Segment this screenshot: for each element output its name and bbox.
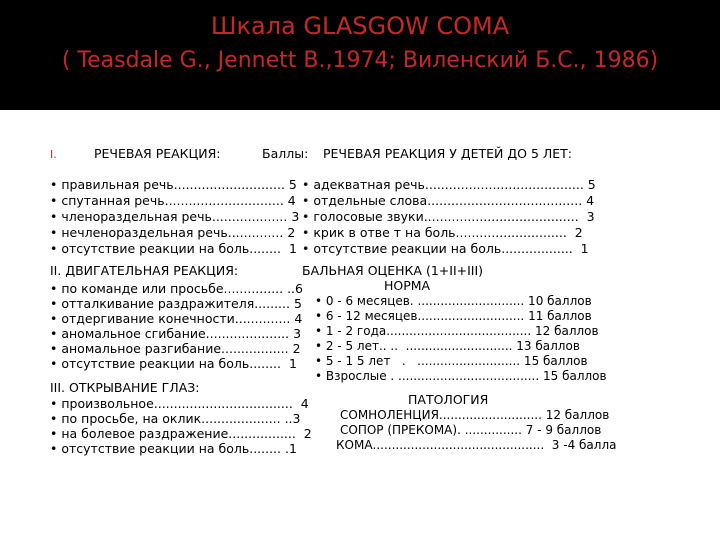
section-heading-eyes: III. ОТКРЫВАНИЕ ГЛАЗ: <box>50 380 200 395</box>
list-item: • 6 - 12 месяцев............................ 11 баллов <box>315 309 592 323</box>
section-heading-child-verbal: РЕЧЕВАЯ РЕАКЦИЯ У ДЕТЕЙ ДО 5 ЛЕТ: <box>323 146 573 161</box>
list-item: КОМА............................................. 3 -4 балла <box>336 438 617 452</box>
list-item: СОМНОЛЕНЦИЯ........................... 12 баллов <box>340 408 610 422</box>
title-banner <box>0 0 720 110</box>
list-item: • спутанная речь.............................. 4 <box>50 193 296 208</box>
list-item: • нечленораздельная речь.............. 2 <box>50 225 296 240</box>
section-heading-motor: II. ДВИГАТЕЛЬНАЯ РЕАКЦИЯ: <box>50 263 239 278</box>
list-item: • аномальное сгибание..................... 3 <box>50 326 302 341</box>
score-label: Баллы: <box>262 146 309 161</box>
pathology-heading: ПАТОЛОГИЯ <box>408 392 489 407</box>
list-item: • аномальное разгибание................. 2 <box>50 341 301 356</box>
list-item: • крик в отве т на боль............................ 2 <box>302 225 583 240</box>
list-item: • членораздельная речь................... 3 <box>50 209 300 224</box>
list-item: • на болевое раздражение................. 2 <box>50 426 312 441</box>
list-item: • отсутствие реакции на боль........ 1 <box>50 356 297 371</box>
norm-heading: НОРМА <box>384 278 431 293</box>
list-item: СОПОР (ПРЕКОМА). ............... 7 - 9 баллов <box>340 423 602 437</box>
list-item: • отдельные слова....................................... 4 <box>302 193 595 208</box>
list-item: • 0 - 6 месяцев. ............................ 10 баллов <box>315 294 592 308</box>
section-heading-score: БАЛЬНАЯ ОЦЕНКА (1+II+III) <box>302 263 484 278</box>
list-item: • по команде или просьбе............... ..6 <box>50 281 303 296</box>
list-item: • отсутствие реакции на боль........ 1 <box>50 241 297 256</box>
section-number-verbal: I. <box>50 148 57 161</box>
page-title: Шкала GLASGOW COMA <box>210 12 510 40</box>
page-subtitle: ( Teasdale G., Jennett B.,1974; Виленский Б.С., 1986) <box>61 48 659 73</box>
list-item: • 2 - 5 лет.. .. ............................ 13 баллов <box>315 339 580 353</box>
section-heading-verbal: РЕЧЕВАЯ РЕАКЦИЯ: <box>94 146 221 161</box>
list-item: • отсутствие реакции на боль........ .1 <box>50 441 297 456</box>
list-item: • 5 - 1 5 лет . ........................... 15 баллов <box>315 354 588 368</box>
list-item: • произвольное................................... 4 <box>50 396 309 411</box>
list-item: • отталкивание раздражителя......... 5 <box>50 296 302 311</box>
list-item: • 1 - 2 года...................................... 12 баллов <box>315 324 599 338</box>
list-item: • правильная речь............................ 5 <box>50 177 297 192</box>
list-item: • голосовые звуки....................................... 3 <box>302 209 595 224</box>
list-item: • по просьбе, на оклик.................... ..3 <box>50 411 301 426</box>
list-item: • отсутствие реакции на боль.................. 1 <box>302 241 589 256</box>
list-item: • Взрослые . ..................................... 15 баллов <box>315 369 607 383</box>
list-item: • адекватная речь........................................ 5 <box>302 177 596 192</box>
list-item: • отдергивание конечности.............. 4 <box>50 311 303 326</box>
